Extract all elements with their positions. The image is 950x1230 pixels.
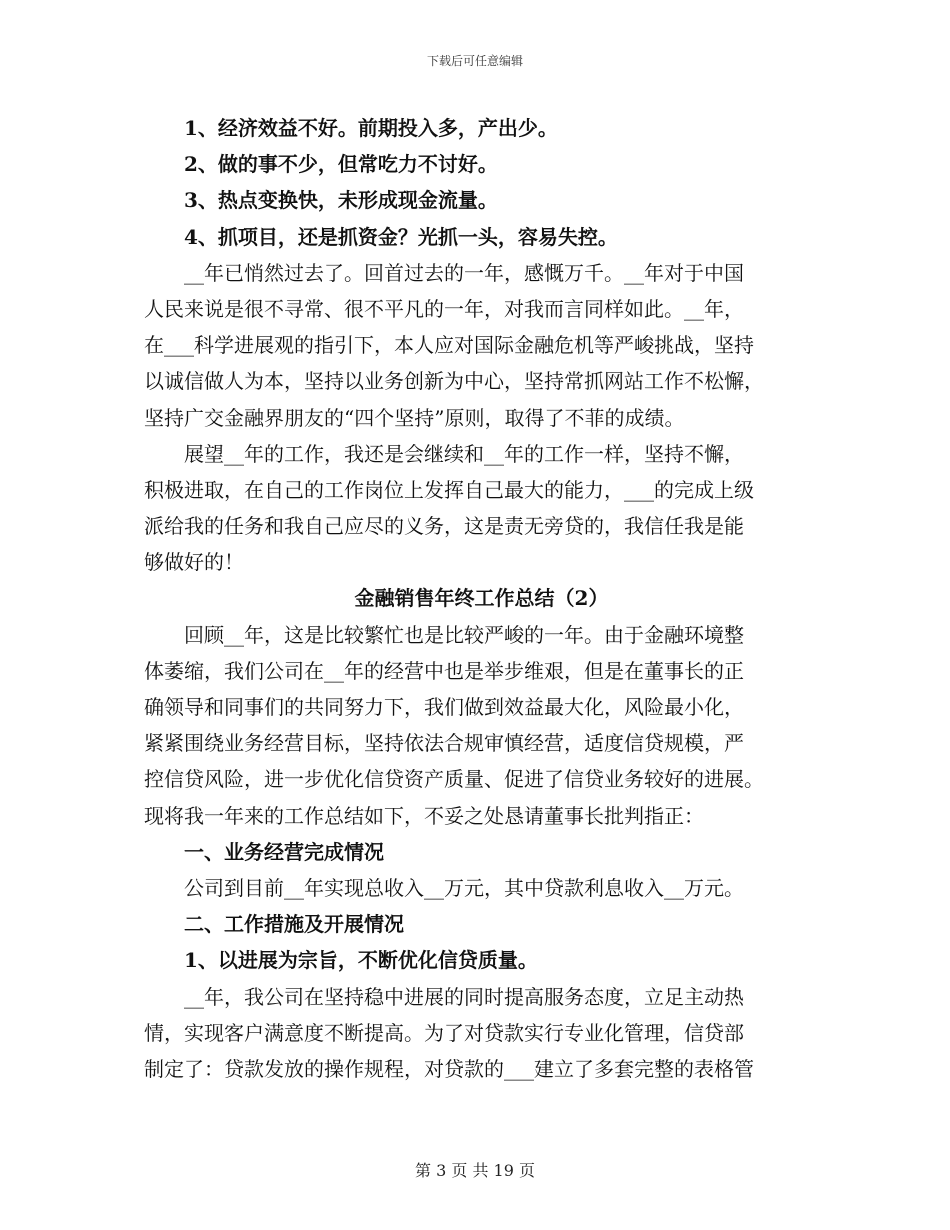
text-line: 制定了：贷款发放的操作规程，对贷款的___建立了多套完整的表格管 [144, 1056, 754, 1081]
text-line: 现将我一年来的工作总结如下，不妥之处恳请董事长批判指正： [144, 803, 704, 828]
text-line: 回顾__年，这是比较繁忙也是比较严峻的一年。由于金融环境整 [184, 622, 744, 647]
text-line: __年，我公司在坚持稳中进展的同时提高服务态度，立足主动热 [184, 984, 744, 1009]
text-line: 积极进取，在自己的工作岗位上发挥自己最大的能力，___的完成上级 [144, 477, 754, 502]
text-line: __年已悄然过去了。回首过去的一年，感慨万千。__年对于中国 [184, 260, 744, 285]
bold-line: 4、抓项目，还是抓资金？光抓一头，容易失控。 [184, 224, 618, 249]
bold-line: 二、工作措施及开展情况 [184, 912, 404, 937]
text-line: 公司到目前__年实现总收入__万元，其中贷款利息收入__万元。 [184, 875, 744, 900]
page-header: 下载后可任意编辑 [426, 54, 523, 68]
bold-line: 3、热点变换快，未形成现金流量。 [184, 188, 498, 213]
bold-line: 2、做的事不少，但常吃力不讨好。 [184, 152, 498, 177]
section-title: 金融销售年终工作总结（2） [354, 586, 609, 611]
page-footer: 第 3 页 共 19 页 [415, 1161, 535, 1180]
text-line: 坚持广交金融界朋友的“四个坚持”原则，取得了不菲的成绩。 [144, 405, 685, 430]
text-line: 人民来说是很不寻常、很不平凡的一年，对我而言同样如此。__年， [144, 296, 744, 321]
text-line: 紧紧围绕业务经营目标，坚持依法合规审慎经营，适度信贷规模，严 [144, 731, 744, 756]
text-line: 体萎缩，我们公司在__年的经营中也是举步维艰，但是在董事长的正 [144, 658, 744, 683]
bold-line: 一、业务经营完成情况 [184, 839, 384, 864]
text-line: 够做好的！ [144, 550, 244, 575]
bold-line: 1、以进展为宗旨，不断优化信贷质量。 [184, 948, 538, 973]
text-line: 派给我的任务和我自己应尽的义务，这是责无旁贷的，我信任我是能 [144, 514, 744, 539]
text-line: 确领导和同事们的共同努力下，我们做到效益最大化，风险最小化， [144, 695, 744, 719]
text-line: 以诚信做人为本，坚持以业务创新为中心，坚持常抓网站工作不松懈， [144, 369, 764, 394]
text-line: 控信贷风险，进一步优化信贷资产质量、促进了信贷业务较好的进展。 [144, 767, 764, 792]
document-body [144, 110, 809, 1087]
text-line: 展望__年的工作，我还是会继续和__年的工作一样，坚持不懈， [184, 441, 744, 466]
bold-line: 1、经济效益不好。前期投入多，产出少。 [184, 116, 558, 140]
text-line: 情，实现客户满意度不断提高。为了对贷款实行专业化管理，信贷部 [144, 1020, 744, 1045]
text-line: 在___科学进展观的指引下，本人应对国际金融危机等严峻挑战，坚持 [144, 333, 754, 358]
